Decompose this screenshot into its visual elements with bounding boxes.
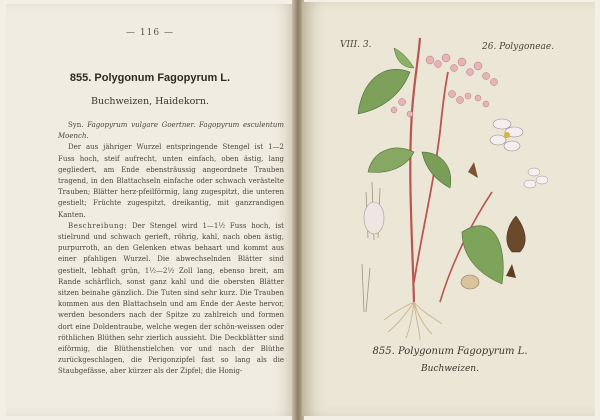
- left-page: [6, 4, 294, 416]
- synonyms: Syn. Fagopyrum vulgare Goertner. Fagopyrum esculentum Moench.: [58, 121, 284, 141]
- paragraph-1: Der aus jähriger Wurzel entspringende Stengel ist 1—2 Fuss hoch, steif aufrecht, unten einfach, oben ästig, lang gegliedert, am Ende ebensträussig angeordnete Trauben tragend, in den Blattachseln einfache oder schwach verästelte Trauben; Blätter herz-pfeilförmig, lang zugespitzt, die unteren gestielt; Früchte zugespitzt, dreikantig, mit ganzrandigen Kanten.: [58, 143, 284, 219]
- common-name: Buchweizen, Haidekorn.: [91, 96, 209, 107]
- plant-family: 26. Polygoneae.: [482, 42, 555, 52]
- paragraph-2: Beschreibung: Der Stengel wird 1—1½ Fuss hoch, ist stielrund und schwach gerieft, röhrig, kahl, nach oben ästig, purpurroth, an den Gelenken etwas behaart und kommt aus einer pfahligen Wurzel. Die abwechselnden Blätter sind gestielt, lebhaft grün, 1½—2½ Zoll lang, ebenso breit, am Rande schärflich, sonst ganz kahl und die obersten Blätter sitzen beinahe gänzlich. Die Tuten sind sehr kurz. Die Trauben kommen aus den Blattachseln und am Ende der Aeste hervor, werden besonders nach der Spitze zu zahlreich und formen dort eine Doldentraube, welche wegen der schön-weissen oder röthlichen Blüthen sehr zierlich aussieht. Die Deckblätter sind eiförmig, die Blüthenstielchen vor und nach der Blüthe zurückgeschlagen, die Perigonzipfel fast so lang als die Staubgefässe, aber kürzer als der Zipfel; die Honig-: [58, 221, 284, 376]
- description-text: [58, 120, 284, 378]
- plate-common-name: Buchweizen.: [421, 364, 479, 374]
- plate-number: VIII. 3.: [340, 40, 372, 50]
- species-title: 855. Polygonum Fagopyrum L.: [69, 72, 231, 84]
- plate-caption: 855. Polygonum Fagopyrum L.: [372, 346, 528, 357]
- page-number: — 116 —: [126, 28, 174, 38]
